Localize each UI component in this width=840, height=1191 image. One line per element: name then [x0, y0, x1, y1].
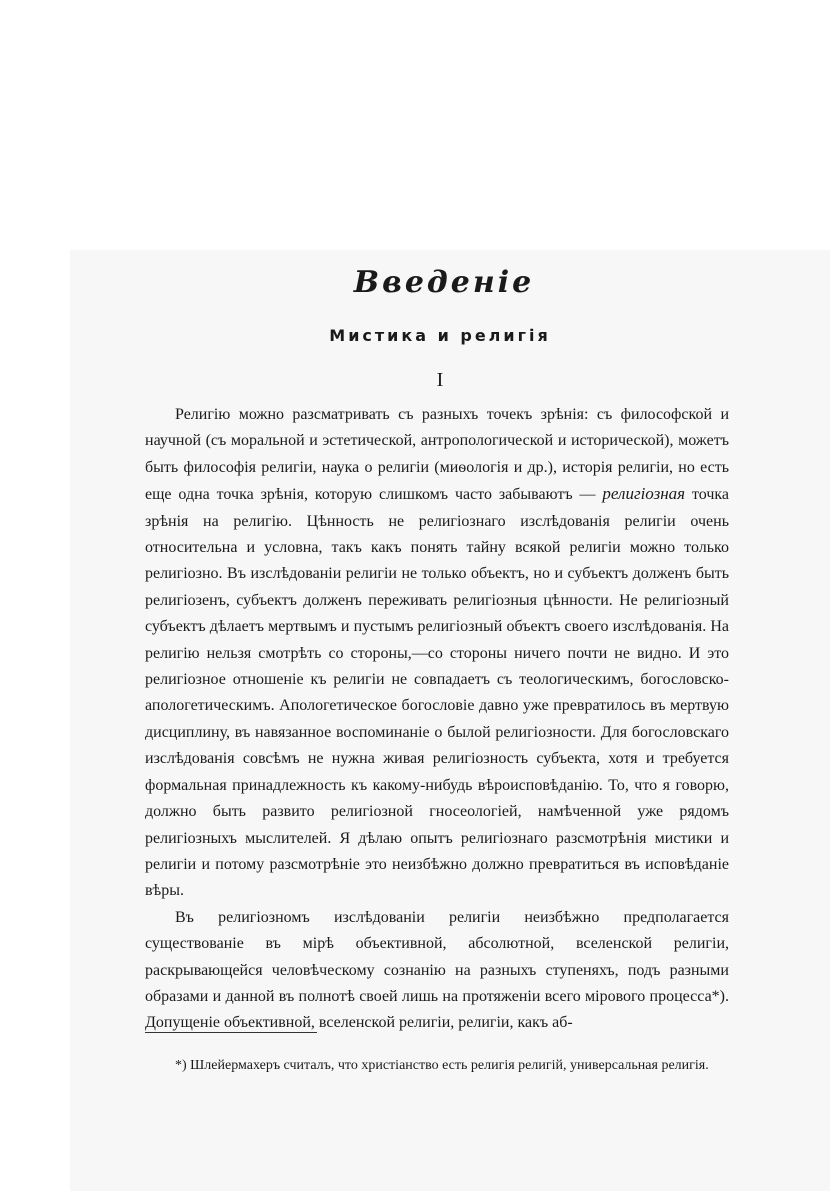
footnote: [145, 1055, 729, 1076]
chapter-subtitle: Мистика и религія: [329, 326, 551, 345]
paragraph-2: Въ религіозномъ изслѣдованіи религіи неизбѣжно предполагается существованіе въ мірѣ объективной, абсолютной, вселенской религіи, раскрывающейся человѣческому сознанію на разныхъ ступеняхъ, подъ разными образами и данной въ полнотѣ своей лишь на протяженіи всего мірового процесса*). Допущеніе объективной, вселенской религіи, религіи, какъ аб-: [145, 908, 729, 1032]
paragraph-1-text-a: Религію можно разсматривать съ разныхъ точекъ зрѣнія: съ философской и научной (съ моральной и эстетической, антропологической и исторической), можетъ быть философія религіи, наука о религіи (миѳологія и др.), исторія религіи, но есть еще одна точка зрѣнія, которую слишкомъ часто забываютъ —: [145, 406, 729, 504]
footnote-text: *) Шлейермахеръ считалъ, что христіанство есть религія религій, универсальная религія.: [175, 1058, 709, 1073]
paragraph-1-text-b: точка зрѣнія на религію. Цѣнность не религіознаго изслѣдованія религіи очень относительна и условна, такъ какъ понять тайну всякой религіи можно только религіозно. Въ изслѣдованіи религіи не только объектъ, но и субъектъ долженъ быть религіозенъ, субъектъ долженъ переживать религіозныя цѣнности. Не религіозный субъектъ дѣлаетъ мертвымъ и пустымъ религіозный объектъ своего изслѣдованія. На религію нельзя смотрѣть со стороны,—со стороны ничего почти не видно. И это религіозное отношеніе къ религіи не совпадаетъ съ теологическимъ, богословско-апологетическимъ. Апологетическое богословіе давно уже превратилось въ мертвую дисциплину, въ навязанное воспоминаніе о былой религіозности. Для богословскаго изслѣдованія совсѣмъ не нужна живая религіозность субъекта, хотя и требуется формальная принадлежность къ какому-нибудь вѣроисповѣданію. То, что я говорю, должно быть развито религіозной гносеологіей, намѣченной уже рядомъ религіозныхъ мыслителей. Я дѣлаю опытъ религіознаго разсмотрѣнія мистики и религіи и потому разсмотрѣніе это неизбѣжно должно превратиться въ исповѣданіе вѣры.: [145, 486, 730, 900]
paragraph-1: [145, 402, 729, 905]
body-text: [145, 402, 729, 1037]
paragraph-1-emphasis: религіозная: [602, 484, 686, 504]
footnote-divider: [145, 1032, 317, 1033]
chapter-title: Введеніе: [353, 265, 535, 300]
section-number: I: [436, 369, 444, 391]
